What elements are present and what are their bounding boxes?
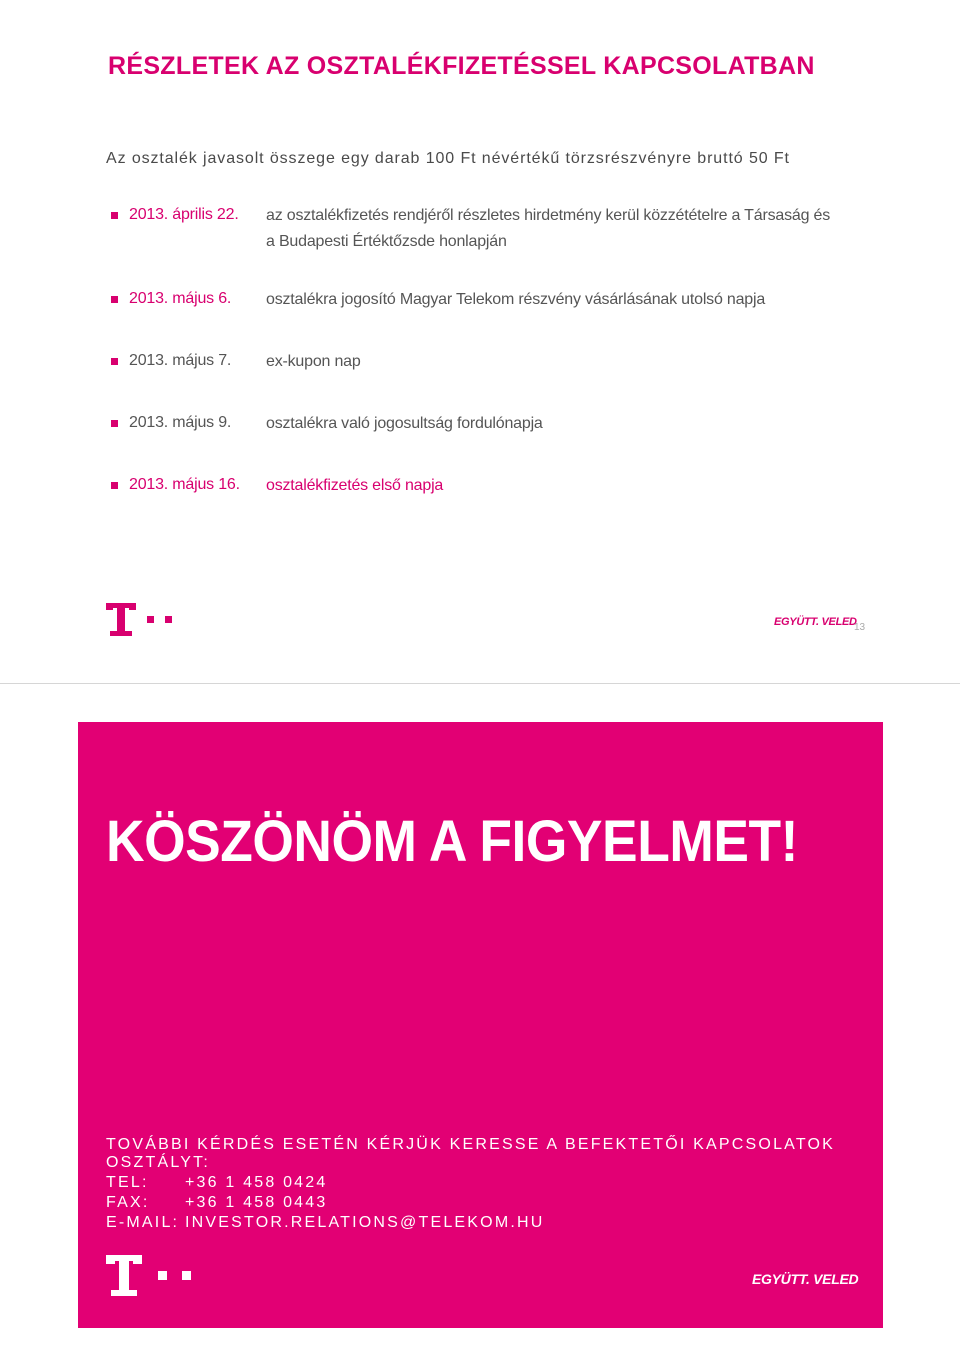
- item-text: ex-kupon nap: [266, 353, 361, 370]
- contact-label: TEL:: [106, 1174, 149, 1191]
- bullet-icon: [111, 358, 118, 365]
- slide-dividend-details: [0, 0, 960, 682]
- contact-value: +36 1 458 0443: [185, 1194, 328, 1211]
- thank-you-heading: KÖSZÖNÖM A FIGYELMET!: [106, 809, 798, 874]
- slide-thank-you: [78, 722, 883, 1328]
- contact-email[interactable]: INVESTOR.RELATIONS@TELEKOM.HU: [185, 1214, 545, 1231]
- contact-row-tel: [106, 1174, 327, 1192]
- t-logo-icon: [106, 603, 178, 637]
- item-date: 2013. április 22.: [129, 206, 239, 223]
- page-divider: [0, 683, 960, 684]
- item-text: osztalékfizetés első napja: [266, 477, 444, 494]
- contact-row-email: [106, 1214, 545, 1232]
- dividend-intro: Az osztalék javasolt összege egy darab 100 Ft névértékű törzsrészvényre bruttó 50 Ft: [106, 150, 790, 167]
- bullet-icon: [111, 212, 118, 219]
- item-text-line2: a Budapesti Értéktőzsde honlapján: [266, 233, 507, 250]
- bullet-icon: [111, 482, 118, 489]
- item-date: 2013. május 6.: [129, 290, 232, 307]
- item-date: 2013. május 16.: [129, 476, 240, 493]
- contact-label: FAX:: [106, 1194, 150, 1211]
- item-text: osztalékra jogosító Magyar Telekom részvény vásárlásának utolsó napja: [266, 291, 766, 308]
- contact-row-fax: [106, 1194, 327, 1212]
- item-text: osztalékra való jogosultság fordulónapja: [266, 415, 543, 432]
- t-logo-icon: [106, 1255, 196, 1297]
- brand-claim: EGYÜTT. VELED: [752, 1271, 859, 1287]
- bullet-icon: [111, 296, 118, 303]
- contact-label: E-MAIL:: [106, 1214, 180, 1231]
- item-text-line1: az osztalékfizetés rendjéről részletes hirdetmény kerül közzétételre a Társaság és: [266, 207, 831, 224]
- slide-title: RÉSZLETEK AZ OSZTALÉKFIZETÉSSEL KAPCSOLATBAN: [108, 52, 815, 80]
- contact-value: +36 1 458 0424: [185, 1174, 328, 1191]
- brand-claim: EGYÜTT. VELED: [774, 616, 857, 628]
- item-text: [266, 203, 866, 255]
- bullet-icon: [111, 420, 118, 427]
- item-date: 2013. május 7.: [129, 352, 232, 369]
- item-date: 2013. május 9.: [129, 414, 232, 431]
- page-number: 13: [854, 622, 866, 633]
- contact-intro: TOVÁBBI KÉRDÉS ESETÉN KÉRJÜK KERESSE A BEFEKTETŐI KAPCSOLATOK OSZTÁLYT:: [106, 1136, 836, 1171]
